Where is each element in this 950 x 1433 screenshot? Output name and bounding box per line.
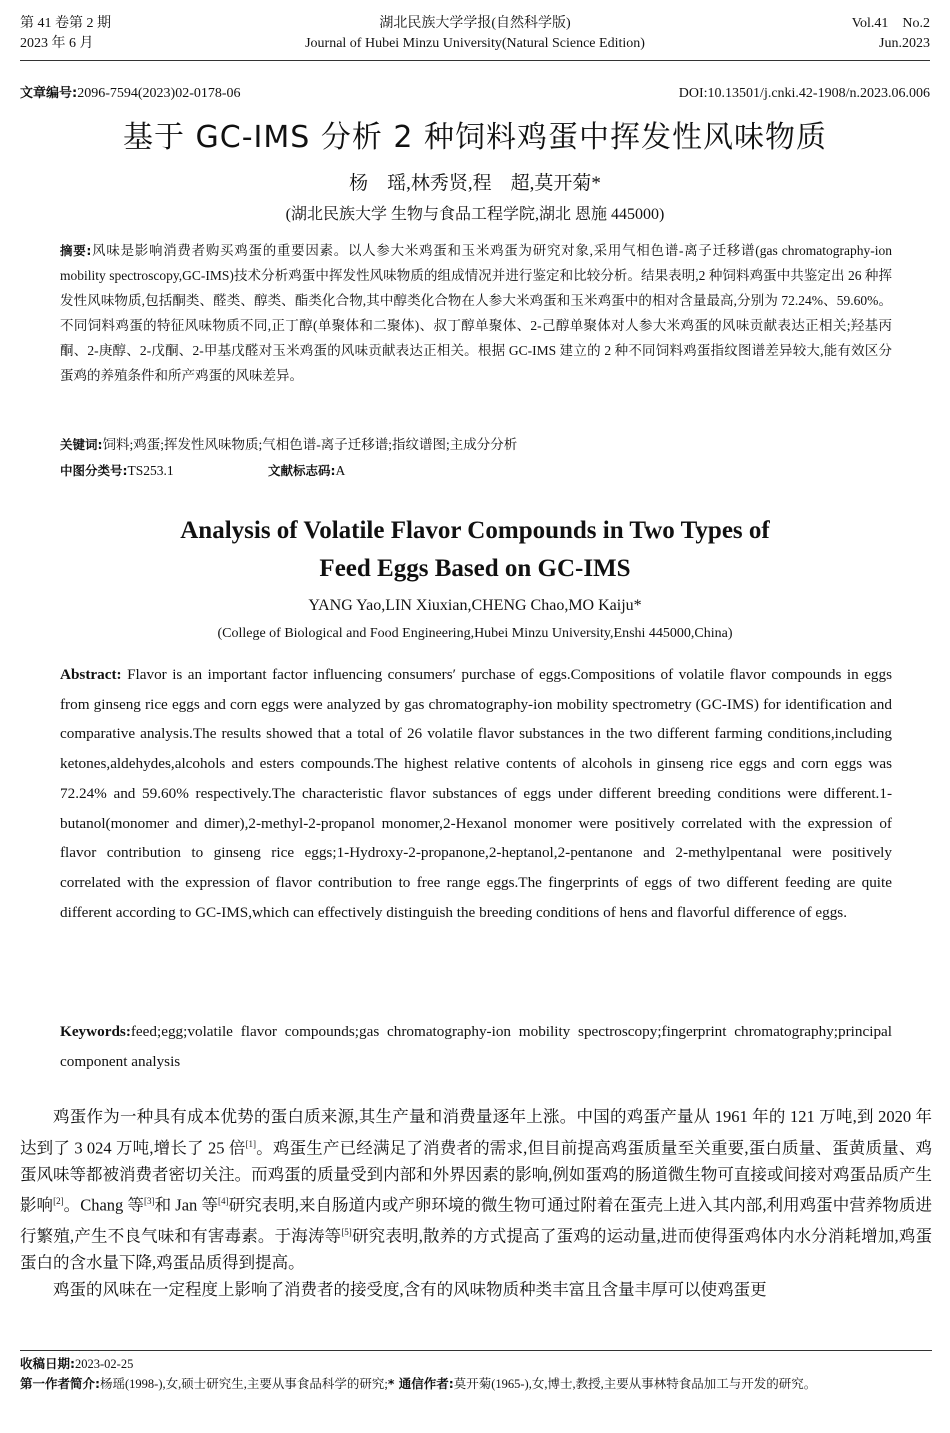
clc-label: 中图分类号:: [60, 463, 128, 478]
authors-en: YANG Yao,LIN Xiuxian,CHENG Chao,MO Kaiju*: [308, 597, 642, 614]
clc-number: TS253.1: [127, 463, 174, 478]
body-paragraph: 鸡蛋的风味在一定程度上影响了消费者的接受度,含有的风味物质种类丰富且含量丰厚可以使鸡蛋更: [53, 1279, 767, 1299]
abstract-en: Abstract: Flavor is an important factor influencing consumers′ purchase of eggs.Compositions of volatile flavor compounds in eggs from ginseng rice eggs and corn eggs were analyzed by gas chromatography-ion mobility spectrometry (GC-IMS) for identification and comparative analysis.The results showed that a total of 26 volatile flavor substances in the two different farming conditions,including ketones,aldehydes,alcohols and esters compounds.The highest relative contents of alcohols in ginseng rice eggs and corn eggs was 72.24% and 59.60% respectively.The characteristic flavor substances of eggs under different breeding conditions were different.1-butanol(monomer and dimer),2-methyl-2-propanol monomer,2-Hexanol monomer were positively correlated with the expression of flavor contribution to ginseng rice eggs;1-Hydroxy-2-propanone,2-heptanol,2-pentanone and 2-methylpentanal were positively correlated with the expression of flavor contribution to free range eggs.The fingerprints of eggs of two different feeding are quite different according to GC-IMS,which can effectively distinguish the breeding conditions of hens and flavorful difference of eggs.: [60, 666, 892, 921]
abstract-en-text: Flavor is an important factor influencing consumers′ purchase of eggs.Compositions of volatile flavor compounds in eggs from ginseng rice eggs and corn eggs were analyzed by gas chromatography-ion mobility spectrometry (GC-IMS) for identification and comparative analysis.The results showed that a total of 26 volatile flavor substances in the two different farming conditions,including ketones,aldehydes,alcohols and esters compounds.The highest relative contents of alcohols in ginseng rice eggs and corn eggs was 72.24% and 59.60% respectively.The characteristic flavor substances of eggs under different breeding conditions were different.1-butanol(monomer and dimer),2-methyl-2-propanol monomer,2-Hexanol monomer were positively correlated with the expression of flavor contribution to ginseng rice eggs;1-Hydroxy-2-propanone,2-heptanol,2-pentanone and 2-methylpentanal were positively correlated with the expression of flavor contribution to free range eggs.The fingerprints of eggs of two different feeding are quite different according to GC-IMS,which can effectively distinguish the breeding conditions of hens and flavorful difference of eggs.: [60, 666, 892, 921]
author-bios: [20, 1375, 932, 1393]
keywords-en-text: feed;egg;volatile flavor compounds;gas chromatography-ion mobility spectroscopy;fingerprint chromatography;principal component analysis: [60, 1023, 892, 1070]
date-en: Jun.2023: [879, 36, 930, 51]
first-author-label: 第一作者简介:: [20, 1376, 100, 1391]
received-value: 2023-02-25: [75, 1357, 134, 1371]
affiliation-en: (College of Biological and Food Engineering,Hubei Minzu University,Enshi 445000,China): [217, 626, 733, 641]
article-meta: [20, 84, 930, 104]
citation[interactable]: [1]: [245, 1138, 257, 1149]
body-paragraph: [20, 1104, 932, 1277]
abstract-en-label: Abstract: [60, 666, 117, 683]
title-en-line1: Analysis of Volatile Flavor Compounds in Two Types of: [180, 517, 770, 544]
footnotes: [20, 1350, 932, 1395]
doi[interactable]: DOI:10.13501/j.cnki.42-1908/n.2023.06.006: [678, 86, 930, 101]
title-en: [0, 512, 950, 588]
document-code-value: A: [335, 463, 346, 478]
received-date: [20, 1355, 932, 1373]
date-cn: 2023 年 6 月: [20, 36, 94, 51]
journal-name-en: Journal of Hubei Minzu University(Natural Science Edition): [305, 36, 645, 51]
body-text-run: 鸡蛋作为一种具有成本优势的蛋白质来源,其生产量和消费量逐年上涨。中国的鸡蛋产量从 1961 年的 121 万吨,到 2020 年达到了 3 024 万吨,增长了 25 倍: [20, 1107, 932, 1157]
first-author-bio: 杨瑶(1998-),女,硕士研究生,主要从事食品科学的研究;: [100, 1377, 388, 1391]
keywords-en-label: Keywords: [60, 1023, 126, 1040]
keywords-en: Keywords:feed;egg;volatile flavor compounds;gas chromatography-ion mobility spectroscopy;fingerprint chromatography;principal component analysis: [60, 1023, 892, 1070]
body-text-run: 和 Jan 等: [154, 1195, 219, 1215]
title-en-line2: Feed Eggs Based on GC-IMS: [319, 555, 631, 582]
article-number-label: 文章编号:: [20, 86, 78, 101]
corresponding-author-bio: 莫开菊(1965-),女,博士,教授,主要从事林特食品加工与开发的研究。: [453, 1377, 817, 1391]
journal-name-cn: 湖北民族大学学报(自然科学版): [379, 16, 571, 31]
affiliation-cn: (湖北民族大学 生物与食品工程学院,湖北 恩施 445000): [285, 206, 665, 223]
abstract-cn-label: 摘要:: [60, 243, 92, 258]
header-right: [852, 14, 930, 54]
header-center: [20, 14, 930, 54]
keywords-cn-label: 关键词:: [60, 437, 103, 452]
received-label: 收稿日期:: [20, 1356, 75, 1371]
citation[interactable]: [5]: [341, 1227, 352, 1237]
authors-cn: 杨 瑶,林秀贤,程 超,莫开菊*: [349, 173, 601, 194]
volume-issue-cn: 第 41 卷第 2 期: [20, 16, 111, 31]
body-text-run: 研究表明,散养的方式提高了蛋鸡的运动量,进而使得蛋鸡体内水分消耗增加,鸡蛋蛋白的含水量下降,鸡蛋品质得到提高。: [20, 1226, 933, 1272]
volume-issue-en: Vol.41 No.2: [851, 16, 930, 31]
article-number: 2096-7594(2023)02-0178-06: [77, 86, 241, 101]
citation[interactable]: [3]: [144, 1196, 155, 1206]
keywords-cn-text: 饲料;鸡蛋;挥发性风味物质;气相色谱-离子迁移谱;指纹谱图;主成分分析: [102, 437, 518, 452]
citation[interactable]: [4]: [218, 1196, 229, 1206]
classification: [60, 458, 892, 483]
body-text-run: 。鸡蛋生产已经满足了消费者的需求,但目前提高鸡蛋质量至关重要,蛋白质量、蛋黄质量、鸡蛋风味等都被消费者密切关注。而鸡蛋的质量受到内部和外界因素的影响,例如蛋鸡的肠道微生物可直接或间接对鸡蛋品质产生影响: [20, 1138, 933, 1215]
abstract-cn: [60, 238, 892, 388]
keywords-cn: [60, 432, 892, 457]
citation[interactable]: [2]: [53, 1196, 64, 1206]
title-cn: 基于 GC-IMS 分析 2 种饲料鸡蛋中挥发性风味物质: [122, 120, 828, 155]
body-text-run: 研究表明,来自肠道内或产卵环境的微生物可通过附着在蛋壳上进入其内部,利用鸡蛋中营养物质进行繁殖,产生不良气味和有害毒素。于海涛等: [20, 1195, 932, 1246]
corresponding-author-label: * 通信作者:: [387, 1376, 454, 1391]
document-code-label: 文献标志码:: [268, 463, 336, 478]
body-text: [20, 1104, 932, 1303]
running-header: [20, 14, 930, 61]
body-text-run: 。Chang 等: [63, 1195, 145, 1215]
abstract-cn-text: 风味是影响消费者购买鸡蛋的重要因素。以人参大米鸡蛋和玉米鸡蛋为研究对象,采用气相色谱-离子迁移谱(gas chromatography-ion mobility spectroscopy,GC-IMS)技术分析鸡蛋中挥发性风味物质的组成情况并进行鉴定和比较分析。结果表明,2 种饲料鸡蛋中共鉴定出 26 种挥发性风味物质,包括酮类、醛类、醇类、酯类化合物,其中醇类化合物在人参大米鸡蛋和玉米鸡蛋中的相对含量最高,分别为 72.24%、59.60%。不同饲料鸡蛋的特征风味物质不同,正丁醇(单聚体和二聚体)、叔丁醇单聚体、2-己醇单聚体对人参大米鸡蛋的风味贡献表达正相关;羟基丙酮、2-庚醇、2-戊酮、2-甲基戊醛对玉米鸡蛋的风味贡献表达正相关。根据 GC-IMS 建立的 2 种不同饲料鸡蛋指纹图谱差异较大,能有效区分蛋鸡的养殖条件和所产鸡蛋的风味差异。: [60, 243, 893, 383]
document-code: [268, 458, 345, 483]
